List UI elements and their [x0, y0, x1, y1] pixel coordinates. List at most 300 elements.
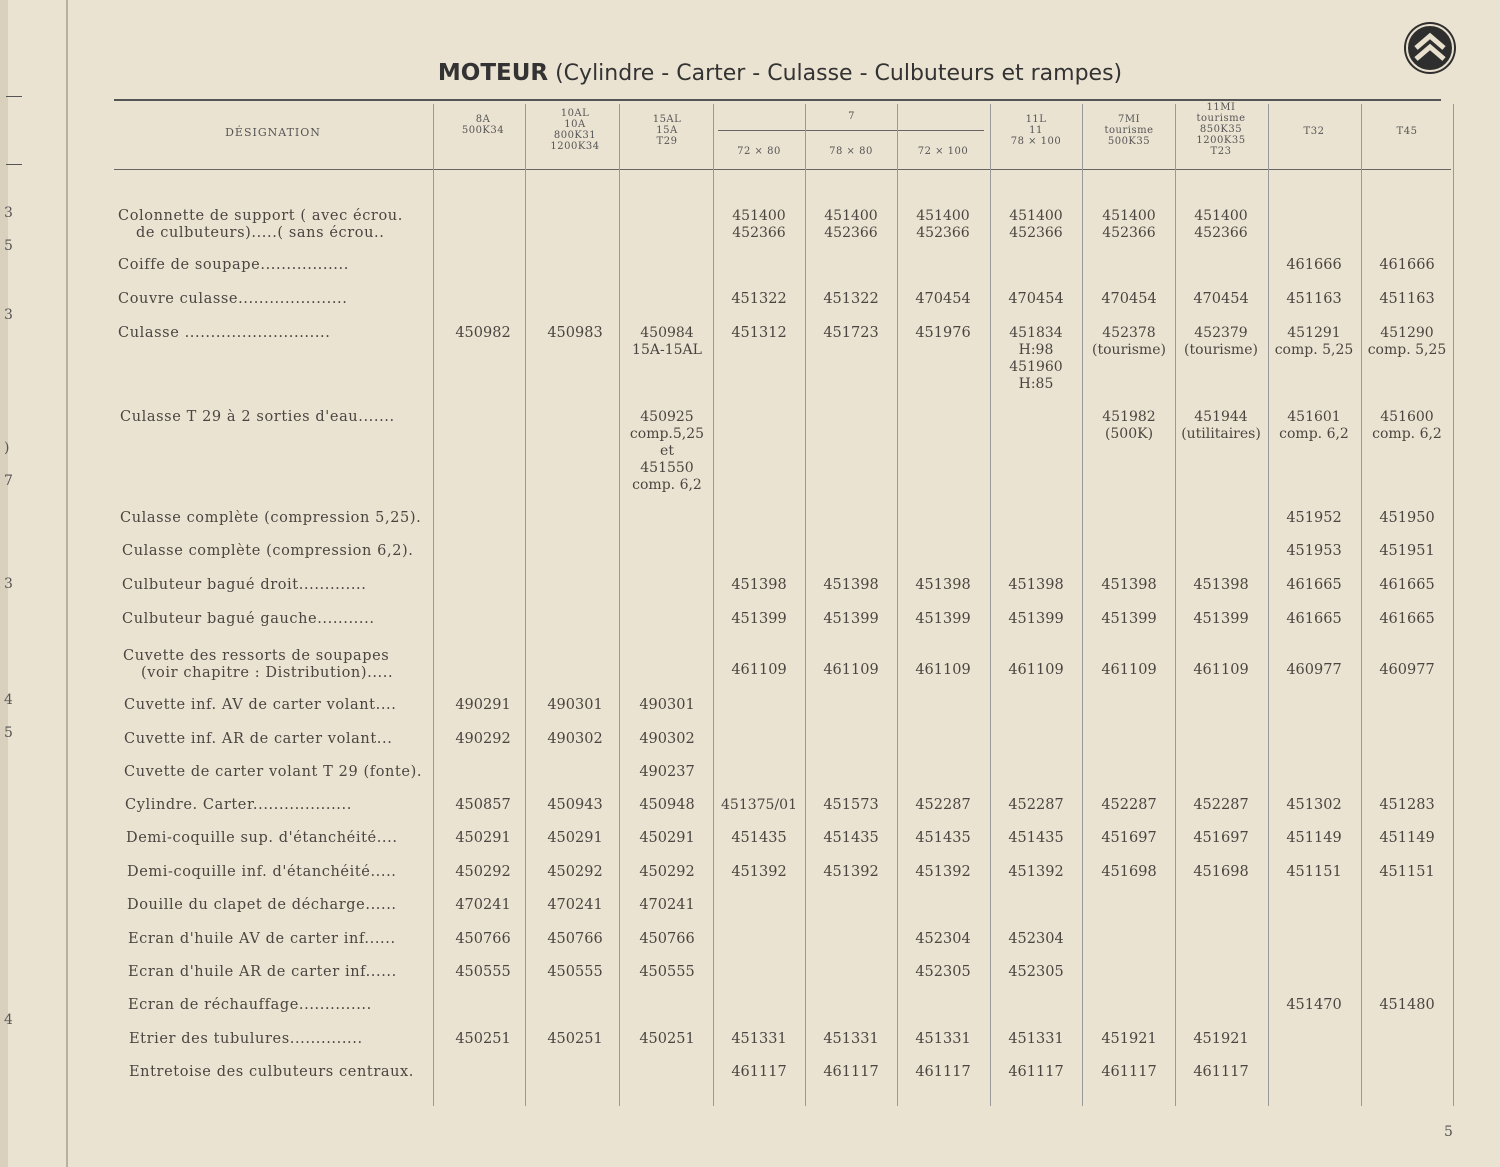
cell-line: 451163 — [1286, 291, 1342, 307]
table-cell — [897, 1064, 989, 1081]
cell-line: 451834 — [1009, 325, 1063, 341]
cell-line: 451399 — [823, 611, 879, 627]
cell-line: 450948 — [639, 797, 695, 813]
cell-line: 451976 — [915, 325, 971, 341]
row-label-line: Colonnette de support ( avec écrou. — [118, 208, 403, 224]
table-cell — [989, 325, 1083, 393]
cell-line: 461665 — [1379, 577, 1435, 593]
cell-line: 451435 — [915, 830, 971, 846]
cell-line: 451723 — [823, 325, 879, 341]
row-label — [114, 577, 444, 594]
table-cell — [437, 697, 529, 714]
table-cell — [990, 830, 1082, 847]
cell-line: 452305 — [1008, 964, 1064, 980]
table-cell — [713, 577, 805, 594]
table-cell — [1268, 543, 1360, 560]
table-cell — [437, 864, 529, 881]
table-cell — [713, 864, 805, 881]
header-line: 1200K35 — [1196, 135, 1246, 146]
cell-line: 460977 — [1379, 662, 1435, 678]
cell-line: comp. 5,25 — [1367, 342, 1447, 358]
table-cell — [1083, 864, 1175, 881]
cell-line: comp.5,25 — [629, 426, 705, 442]
table-cell — [1268, 611, 1360, 628]
table-top-rule — [114, 99, 1441, 101]
cell-line: 451921 — [1193, 1031, 1249, 1047]
cell-line: 451331 — [1008, 1031, 1064, 1047]
table-cell — [1268, 510, 1360, 527]
row-label-line: Culasse T 29 à 2 sorties d'eau....... — [120, 409, 395, 425]
cell-line: 450984 — [640, 325, 694, 341]
column-rule — [1453, 104, 1454, 1106]
cell-line: 461665 — [1286, 577, 1342, 593]
group-7-line — [718, 130, 984, 131]
header-line: T29 — [656, 136, 678, 147]
row-label-line: Ecran de réchauffage.............. — [128, 997, 372, 1013]
cell-line: 490291 — [455, 697, 511, 713]
header-column — [1083, 114, 1175, 147]
header-line: 850K35 — [1199, 124, 1243, 135]
cell-line: 452305 — [915, 964, 971, 980]
cell-line: 461117 — [1008, 1064, 1064, 1080]
cell-line: 461117 — [1193, 1064, 1249, 1080]
cell-line: 461117 — [823, 1064, 879, 1080]
cell-line: 451399 — [1193, 611, 1249, 627]
margin-mark: 3 — [4, 205, 13, 221]
table-cell — [1361, 543, 1453, 560]
table-cell — [437, 797, 529, 814]
cell-line: 451400 — [1102, 208, 1156, 224]
table-cell — [989, 208, 1083, 242]
cell-line: 451331 — [915, 1031, 971, 1047]
column-rule — [805, 104, 806, 1106]
cell-line: 451470 — [1286, 997, 1342, 1013]
table-cell — [897, 611, 989, 628]
header-line: 11L — [1025, 114, 1047, 125]
header-column — [1175, 102, 1267, 157]
row-label-line: Cylindre. Carter................... — [125, 797, 352, 813]
table-cell — [621, 864, 713, 881]
cell-line: 451698 — [1101, 864, 1157, 880]
row-label — [114, 648, 445, 682]
cell-line: 451149 — [1379, 830, 1435, 846]
cell-line: 452366 — [1194, 225, 1248, 241]
table-cell — [713, 662, 805, 679]
row-label — [114, 1064, 451, 1081]
table-cell — [990, 662, 1082, 679]
row-label-line: Culasse complète (compression 6,2). — [122, 543, 414, 559]
cell-line: 451398 — [1101, 577, 1157, 593]
cell-line: 451400 — [1194, 208, 1248, 224]
table-cell — [990, 964, 1082, 981]
cell-line: 461117 — [915, 1064, 971, 1080]
column-rule — [713, 104, 714, 1106]
cell-line: 450766 — [455, 931, 511, 947]
header-line: T32 — [1303, 126, 1325, 137]
cell-line: 451283 — [1379, 797, 1435, 813]
table-cell — [529, 697, 621, 714]
table-cell — [1175, 577, 1267, 594]
cell-line: 450982 — [455, 325, 511, 341]
table-cell — [897, 864, 989, 881]
cell-line: 452366 — [916, 225, 970, 241]
cell-line: 451392 — [823, 864, 879, 880]
row-label — [114, 611, 444, 628]
table-cell — [529, 1031, 621, 1048]
cell-line: 451163 — [1379, 291, 1435, 307]
cell-line: 461109 — [823, 662, 879, 678]
row-label-line: Coiffe de soupape................. — [118, 257, 349, 273]
column-rule — [897, 104, 898, 1106]
cell-line: 450983 — [547, 325, 603, 341]
table-cell — [621, 797, 713, 814]
cell-line: 451392 — [1008, 864, 1064, 880]
table-cell — [1360, 325, 1454, 359]
cell-line: 461665 — [1379, 611, 1435, 627]
cell-line: 450766 — [547, 931, 603, 947]
cell-line: 451302 — [1286, 797, 1342, 813]
cell-line: 490302 — [547, 731, 603, 747]
row-label-line: Culasse complète (compression 5,25). — [120, 510, 422, 526]
cell-line: et — [660, 443, 674, 459]
cell-line: 451952 — [1286, 510, 1342, 526]
cell-line: 461109 — [731, 662, 787, 678]
cell-line: 451399 — [731, 611, 787, 627]
cell-line: 452379 — [1194, 325, 1248, 341]
table-cell — [621, 731, 713, 748]
cell-line: 451921 — [1101, 1031, 1157, 1047]
header-designation: DÉSIGNATION — [225, 126, 321, 139]
table-cell — [437, 325, 529, 342]
cell-line: 450292 — [639, 864, 695, 880]
table-cell — [529, 931, 621, 948]
cell-line: 450555 — [547, 964, 603, 980]
cell-line: (tourisme) — [1184, 342, 1258, 358]
table-cell — [1361, 510, 1453, 527]
table-cell — [990, 611, 1082, 628]
row-label-line: (voir chapitre : Distribution)..... — [141, 665, 394, 681]
cell-line: 450291 — [455, 830, 511, 846]
header-column — [1361, 126, 1453, 137]
cell-line: 470241 — [547, 897, 603, 913]
table-cell — [1175, 291, 1267, 308]
cell-line: 451950 — [1379, 510, 1435, 526]
table-cell — [805, 830, 897, 847]
header-line: tourisme — [1196, 113, 1246, 124]
row-label-line: Cuvette des ressorts de soupapes — [123, 648, 390, 664]
cell-line: 452287 — [1008, 797, 1064, 813]
header-column — [897, 146, 989, 157]
table-cell — [990, 1064, 1082, 1081]
cell-line: comp. 6,2 — [632, 477, 702, 493]
table-cell — [529, 325, 621, 342]
table-cell — [713, 291, 805, 308]
table-cell — [1175, 1064, 1267, 1081]
cell-line: 451291 — [1287, 325, 1341, 341]
cell-line: 460977 — [1286, 662, 1342, 678]
cell-line: 450251 — [547, 1031, 603, 1047]
margin-mark: 3 — [4, 307, 13, 323]
margin-mark: 3 — [4, 576, 13, 592]
cell-line: 461109 — [1193, 662, 1249, 678]
table-cell — [897, 577, 989, 594]
cell-line: 450251 — [639, 1031, 695, 1047]
table-cell — [805, 291, 897, 308]
header-line: 78 × 80 — [829, 146, 873, 157]
table-cell — [1175, 1031, 1267, 1048]
header-line: 500K34 — [461, 125, 505, 136]
table-cell — [1083, 797, 1175, 814]
header-column — [529, 108, 621, 152]
header-column — [1268, 126, 1360, 137]
cell-line: 461666 — [1286, 257, 1342, 273]
table-cell — [437, 897, 529, 914]
row-label — [114, 731, 446, 748]
binding-line — [66, 0, 68, 1167]
row-label-line: Culbuteur bagué droit............. — [122, 577, 367, 593]
table-cell — [990, 291, 1082, 308]
table-cell — [1083, 291, 1175, 308]
table-cell — [897, 662, 989, 679]
header-line: 10AL — [560, 108, 590, 119]
cell-line: 451398 — [823, 577, 879, 593]
table-cell — [1175, 830, 1267, 847]
header-line: 11 — [1029, 125, 1043, 136]
cell-line: 451398 — [1193, 577, 1249, 593]
row-label-line: Entretoise des culbuteurs centraux. — [129, 1064, 415, 1080]
cell-line: 490237 — [639, 764, 695, 780]
table-cell — [1083, 1031, 1175, 1048]
table-cell — [896, 208, 990, 242]
column-rule — [1082, 104, 1083, 1106]
cell-line: 451398 — [731, 577, 787, 593]
table-cell — [1361, 997, 1453, 1014]
header-column — [621, 114, 713, 147]
cell-line: 461117 — [731, 1064, 787, 1080]
column-rule — [525, 104, 526, 1106]
table-cell — [621, 764, 713, 781]
margin-dash — [6, 164, 22, 165]
table-cell — [897, 325, 989, 342]
table-cell — [897, 1031, 989, 1048]
table-cell — [437, 931, 529, 948]
table-cell — [990, 797, 1082, 814]
row-label-line: Couvre culasse..................... — [118, 291, 348, 307]
table-cell — [529, 830, 621, 847]
cell-line: 451953 — [1286, 543, 1342, 559]
row-label — [114, 964, 450, 981]
table-cell — [805, 611, 897, 628]
row-label-line: Cuvette inf. AR de carter volant... — [124, 731, 393, 747]
cell-line: 451312 — [731, 325, 787, 341]
row-label-line: Demi-coquille sup. d'étanchéité.... — [126, 830, 398, 846]
table-cell — [897, 291, 989, 308]
header-line: 500K35 — [1107, 136, 1151, 147]
table-cell — [1361, 611, 1453, 628]
row-label — [114, 897, 449, 914]
row-label — [114, 697, 446, 714]
cell-line: 452304 — [915, 931, 971, 947]
header-line: 78 × 100 — [1010, 136, 1062, 147]
cell-line: 451573 — [823, 797, 879, 813]
cell-line: 451331 — [731, 1031, 787, 1047]
cell-line: 451399 — [1101, 611, 1157, 627]
table-cell — [1360, 409, 1454, 443]
cell-line: 451400 — [1009, 208, 1063, 224]
table-cell — [805, 325, 897, 342]
table-cell — [1361, 662, 1453, 679]
table-cell — [712, 208, 806, 242]
row-label — [114, 830, 448, 847]
cell-line: 450555 — [455, 964, 511, 980]
table-cell — [897, 797, 989, 814]
row-label-line: Culasse ............................ — [118, 325, 331, 341]
margin-mark: 4 — [4, 1012, 13, 1028]
table-cell — [1268, 257, 1360, 274]
table-cell — [620, 409, 714, 494]
row-label-line: Douille du clapet de décharge...... — [127, 897, 397, 913]
table-cell — [1267, 325, 1361, 359]
table-cell — [713, 325, 805, 342]
cell-line: comp. 6,2 — [1372, 426, 1442, 442]
row-label-line: Cuvette inf. AV de carter volant.... — [124, 697, 397, 713]
row-label — [114, 325, 440, 342]
table-cell — [621, 697, 713, 714]
table-cell — [1361, 864, 1453, 881]
row-label — [114, 291, 440, 308]
table-cell — [620, 325, 714, 359]
cell-line: 461109 — [1101, 662, 1157, 678]
row-label — [114, 931, 450, 948]
cell-line: 452366 — [732, 225, 786, 241]
cell-line: 451698 — [1193, 864, 1249, 880]
cell-line: 450555 — [639, 964, 695, 980]
table-cell — [805, 662, 897, 679]
table-cell — [805, 1031, 897, 1048]
cell-line: 451151 — [1286, 864, 1342, 880]
cell-line: 470454 — [1193, 291, 1249, 307]
table-cell — [990, 931, 1082, 948]
table-cell — [897, 830, 989, 847]
table-cell — [1174, 208, 1268, 242]
table-cell — [1268, 997, 1360, 1014]
header-column — [713, 146, 805, 157]
table-cell — [1268, 797, 1360, 814]
table-cell — [804, 208, 898, 242]
cell-line: 461666 — [1379, 257, 1435, 273]
cell-line: 451400 — [732, 208, 786, 224]
row-label — [114, 409, 442, 426]
column-rule — [1175, 104, 1176, 1106]
cell-line: 452304 — [1008, 931, 1064, 947]
cell-line: 452366 — [1009, 225, 1063, 241]
header-line: 800K31 — [553, 130, 597, 141]
header-line: 15A — [656, 125, 678, 136]
cell-line: 451435 — [823, 830, 879, 846]
table-cell — [1082, 325, 1176, 359]
table-cell — [1175, 611, 1267, 628]
table-cell — [529, 864, 621, 881]
cell-line: 15A-15AL — [632, 342, 702, 358]
table-cell — [805, 577, 897, 594]
header-line: 72 × 80 — [737, 146, 781, 157]
table-cell — [805, 864, 897, 881]
column-rule — [1361, 104, 1362, 1106]
table-cell — [1268, 830, 1360, 847]
title-main: MOTEUR — [437, 60, 549, 86]
table-cell — [990, 864, 1082, 881]
table-cell — [1175, 797, 1267, 814]
cell-line: 451951 — [1379, 543, 1435, 559]
row-label-line: Demi-coquille inf. d'étanchéité..... — [127, 864, 397, 880]
row-label — [114, 997, 450, 1014]
cell-line: 470241 — [455, 897, 511, 913]
header-column — [805, 146, 897, 157]
row-label — [114, 797, 447, 814]
cell-line: 451944 — [1194, 409, 1248, 425]
title-sub: (Cylindre - Carter - Culasse - Culbuteurs et rampes) — [548, 61, 1123, 86]
header-line: 15AL — [652, 114, 682, 125]
table-header-rule — [114, 169, 1451, 170]
row-label-line: Culbuteur bagué gauche........... — [122, 611, 375, 627]
column-rule — [433, 104, 434, 1106]
cell-line: 450925 — [640, 409, 694, 425]
column-rule — [990, 104, 991, 1106]
cell-line: 490301 — [639, 697, 695, 713]
cell-line: (tourisme) — [1092, 342, 1166, 358]
header-column — [437, 114, 529, 136]
cell-line: 450292 — [455, 864, 511, 880]
row-label-line: Ecran d'huile AR de carter inf...... — [128, 964, 397, 980]
table-cell — [713, 611, 805, 628]
cell-line: 452366 — [1102, 225, 1156, 241]
cell-line: 452287 — [1101, 797, 1157, 813]
cell-line: 452366 — [824, 225, 878, 241]
row-label — [114, 208, 440, 242]
row-label — [114, 764, 446, 781]
table-cell — [1361, 830, 1453, 847]
cell-line: 490302 — [639, 731, 695, 747]
table-cell — [1083, 577, 1175, 594]
table-cell — [621, 1031, 713, 1048]
column-rule — [1268, 104, 1269, 1106]
row-label — [114, 510, 442, 527]
cell-line: 461109 — [1008, 662, 1064, 678]
table-cell — [1268, 662, 1360, 679]
table-cell — [1083, 611, 1175, 628]
cell-line: 451375/01 — [721, 797, 797, 813]
table-cell — [1174, 409, 1268, 443]
cell-line: 450857 — [455, 797, 511, 813]
table-cell — [621, 897, 713, 914]
cell-line: 470454 — [915, 291, 971, 307]
margin-dash — [6, 96, 22, 97]
cell-line: 461109 — [915, 662, 971, 678]
table-cell — [621, 964, 713, 981]
cell-line: 470241 — [639, 897, 695, 913]
cell-line: 451399 — [915, 611, 971, 627]
header-group-7: 7 — [848, 111, 855, 122]
cell-line: 451400 — [824, 208, 878, 224]
header-line: 10A — [564, 119, 586, 130]
row-label — [114, 1031, 451, 1048]
table-cell — [713, 1064, 805, 1081]
row-label-line: Etrier des tubulures.............. — [129, 1031, 363, 1047]
row-label — [114, 543, 444, 560]
cell-line: 451550 — [640, 460, 694, 476]
cell-line: 451322 — [731, 291, 787, 307]
page-number: 5 — [1444, 1124, 1453, 1140]
